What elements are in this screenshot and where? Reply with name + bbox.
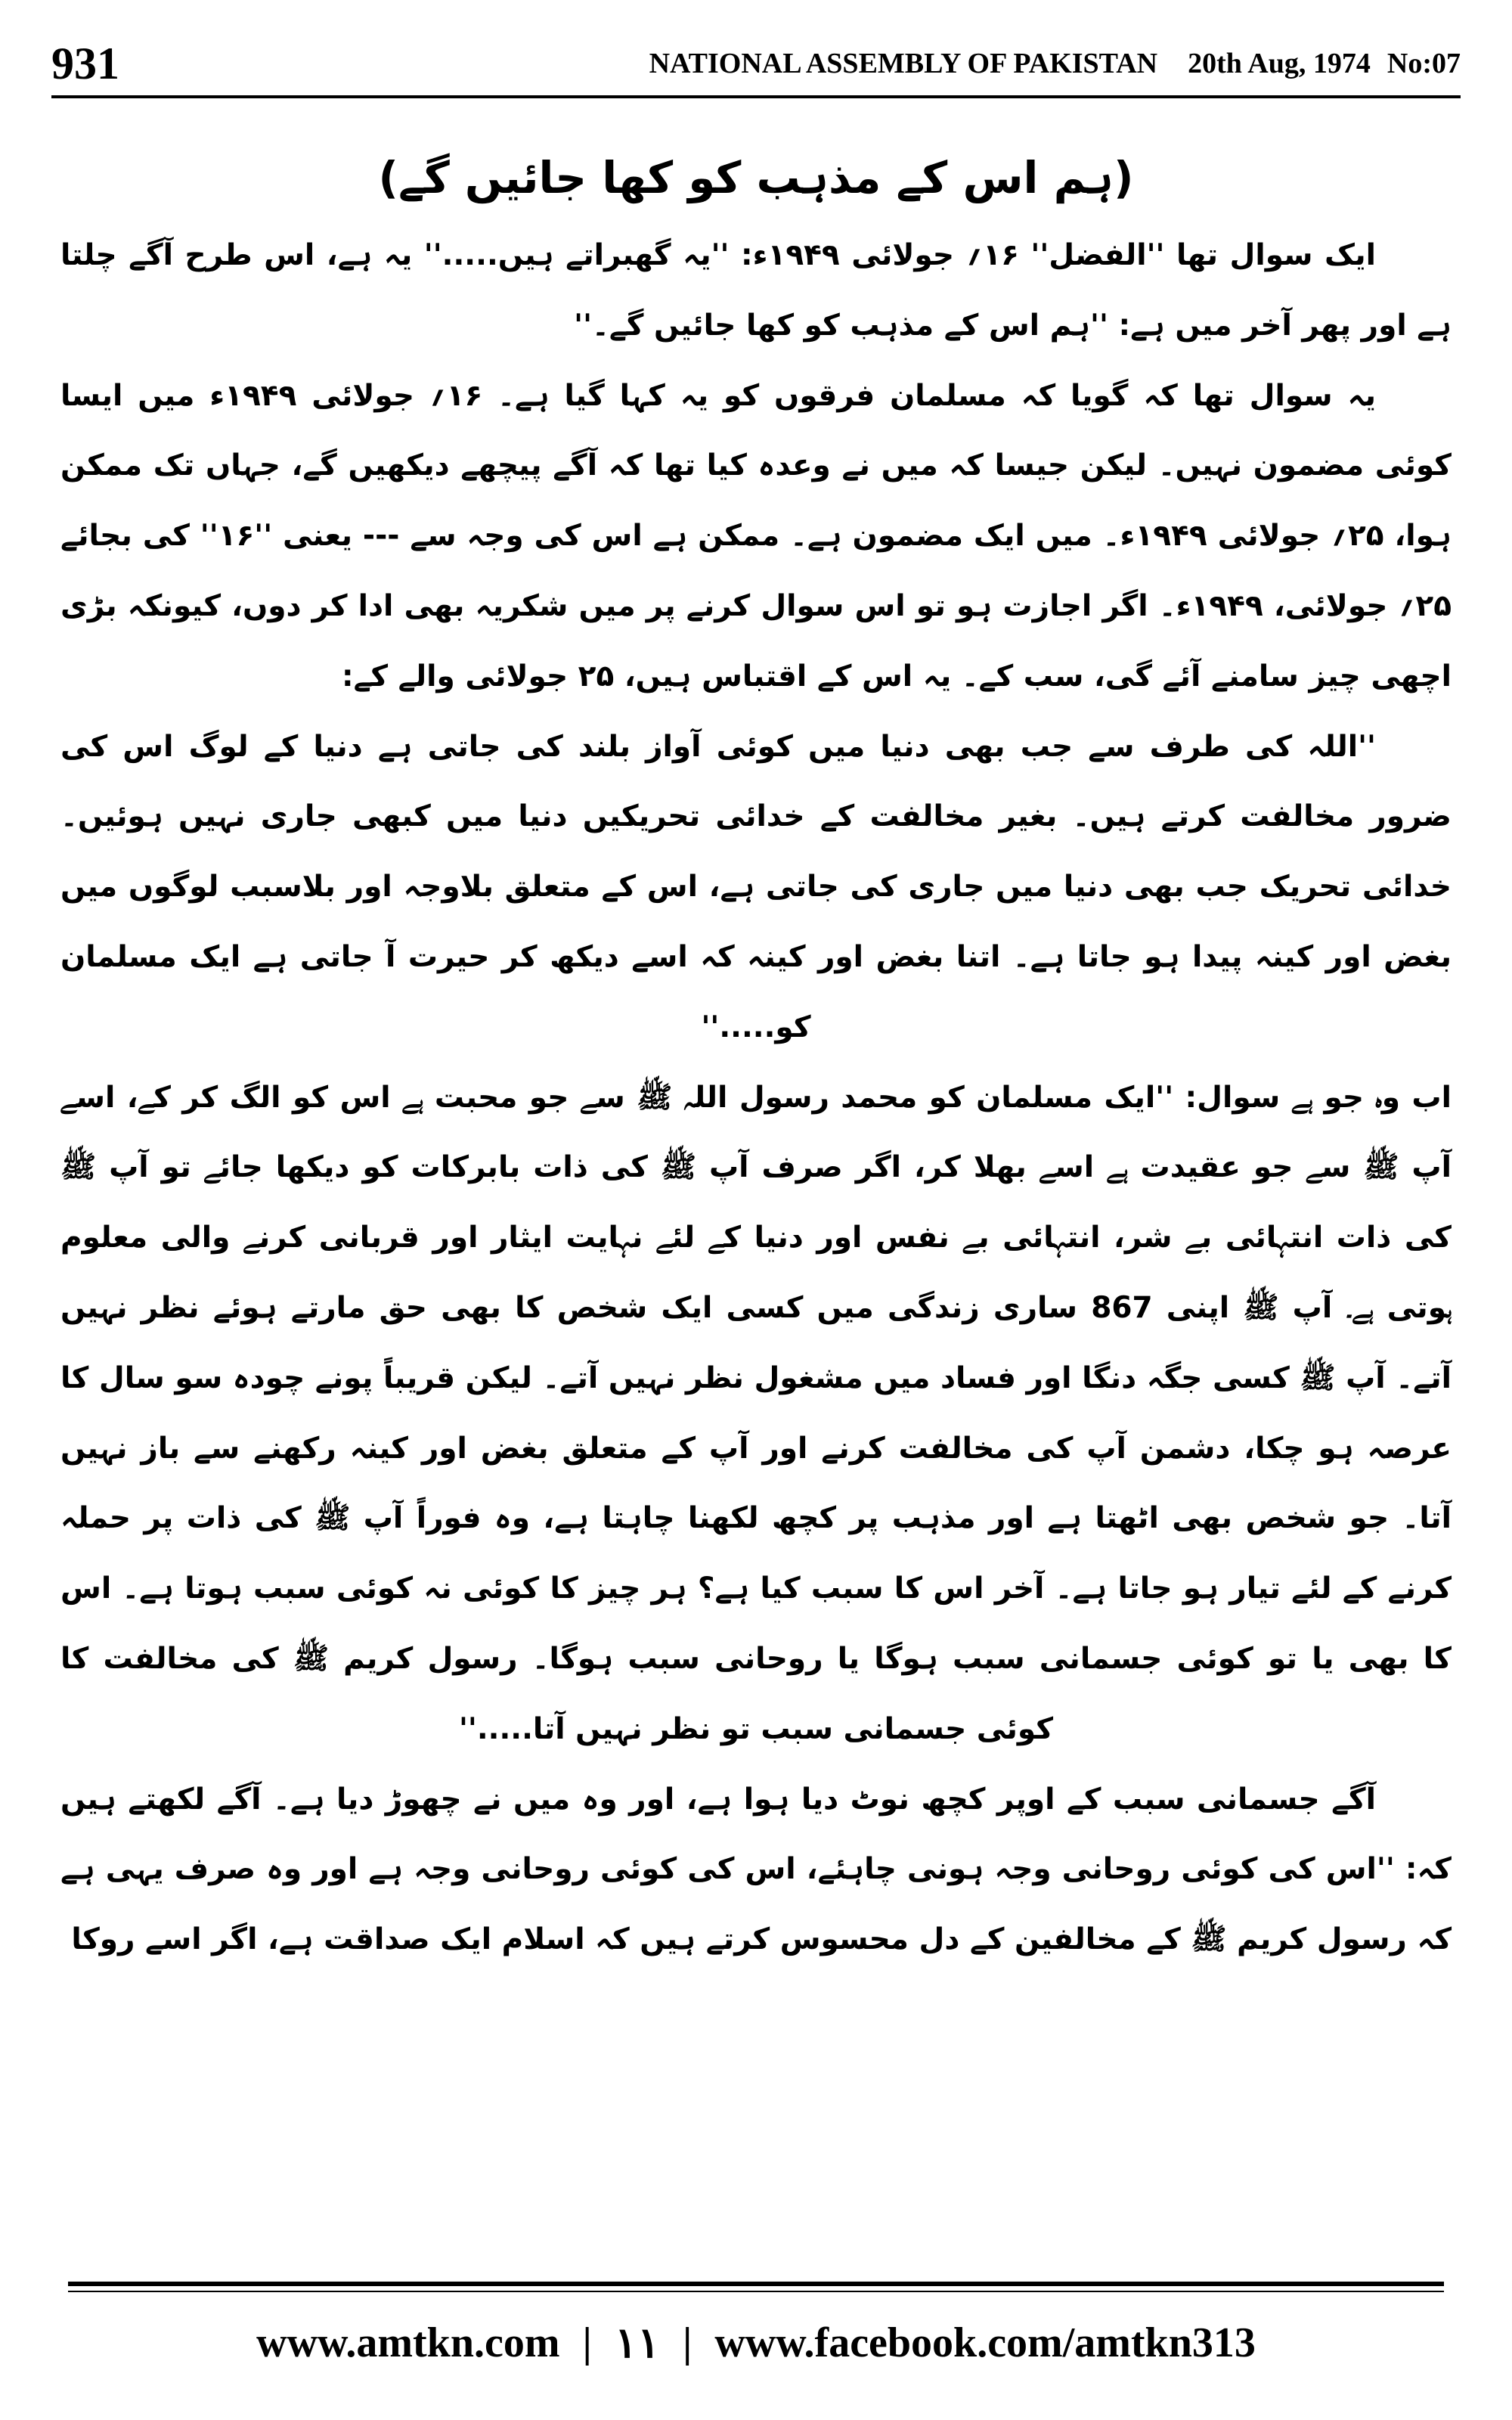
footer-separator-left: | — [582, 2319, 592, 2366]
paragraph-4: اب وہ جو ہے سوال: ''ایک مسلمان کو محمد رسول اللہ ﷺ سے جو محبت ہے اس کو الگ کر کے، اسے آپ ﷺ سے جو عقیدت ہے اسے بھلا کر، اگر صرف آپ ﷺ کی ذات بابرکات کو دیکھا جائے تو آپ ﷺ کی ذات انتہائی بے شر، انتہائی بے نفس اور دنیا کے لئے نہایت ایثار اور قربانی کرنے والی معلوم ہوتی ہے۔ آپ ﷺ اپنی 867 ساری زندگی میں کسی ایک شخص کا بھی حق مارتے ہوئے نظر نہیں آتے۔ آپ ﷺ کسی جگہ دنگا اور فساد میں مشغول نظر نہیں آتے۔ لیکن قریباً پونے چودہ سو سال کا عرصہ ہو چکا، دشمن آپ کی مخالفت کرنے اور آپ کے متعلق بغض اور کینہ رکھنے سے باز نہیں آتا۔ جو شخص بھی اٹھتا ہے اور مذہب پر کچھ لکھنا چاہتا ہے، وہ فوراً آپ ﷺ کی ذات پر حملہ کرنے کے لئے تیار ہو جاتا ہے۔ آخر اس کا سبب کیا ہے؟ ہر چیز کا کوئی نہ کوئی سبب ہوتا ہے۔ اس کا بھی یا تو کوئی جسمانی سبب ہوگا یا روحانی سبب ہوگا۔ رسول کریم ﷺ کی مخالفت کا کوئی جسمانی سبب تو نظر نہیں آتا.....'' — [60, 1080, 1452, 1746]
footer-rule-thin — [68, 2291, 1444, 2292]
footer-rule-thick — [68, 2282, 1444, 2286]
footer-separator-right: | — [682, 2319, 692, 2366]
paragraph-2: یہ سوال تھا کہ گویا کہ مسلمان فرقوں کو یہ کہا گیا ہے۔ ۱۶؍ جولائی ۱۹۴۹ء میں ایسا کوئی مضمون نہیں۔ لیکن جیسا کہ میں نے وعدہ کیا تھا کہ آگے پیچھے دیکھیں گے، جہاں تک ممکن ہوا، ۲۵؍ جولائی ۱۹۴۹ء۔ میں ایک مضمون ہے۔ ممکن ہے اس کی وجہ سے --- یعنی ''۱۶'' کی بجائے ۲۵؍ جولائی، ۱۹۴۹ء۔ اگر اجازت ہو تو اس سوال کرنے پر میں شکریہ بھی ادا کر دوں، کیونکہ بڑی اچھی چیز سامنے آئے گی، سب کے۔ یہ اس کے اقتباس ہیں، ۲۵ جولائی والے کے: — [60, 378, 1452, 693]
page-header — [51, 33, 1461, 94]
facebook-link[interactable]: www.facebook.com/amtkn313 — [714, 2319, 1256, 2366]
section-heading: (ہم اس کے مذہب کو کھا جائیں گے) — [378, 152, 1134, 203]
quote-paragraph: ''اللہ کی طرف سے جب بھی دنیا میں کوئی آواز بلند کی جاتی ہے دنیا کے لوگ اس کی ضرور مخالفت کرتے ہیں۔ بغیر مخالفت کے خدائی تحریکیں دنیا میں کبھی جاری نہیں ہوئیں۔ خدائی تحریک جب بھی دنیا میں جاری کی جاتی ہے، اس کے متعلق بلاوجہ اور بلاسبب لوگوں میں بغض اور کینہ پیدا ہو جاتا ہے۔ اتنا بغض اور کینہ کہ اسے دیکھ کر حیرت آ جاتی ہے ایک مسلمان کو.....'' — [60, 729, 1452, 1044]
running-title — [619, 41, 1461, 86]
page-footer — [68, 2313, 1444, 2373]
website-link[interactable]: www.amtkn.com — [256, 2319, 560, 2366]
session-date: 20th Aug, 1974 — [1188, 48, 1371, 79]
page-number: 931 — [51, 39, 119, 88]
issue-number: No:07 — [1387, 48, 1461, 79]
paragraph-5: آگے جسمانی سبب کے اوپر کچھ نوٹ دیا ہوا ہے، اور وہ میں نے چھوڑ دیا ہے۔ آگے لکھتے ہیں کہ: ''اس کی کوئی روحانی وجہ ہونی چاہئے، اس کی کوئی روحانی وجہ ہے اور وہ صرف یہی ہے کہ رسول کریم ﷺ کے مخالفین کے دل محسوس کرتے ہیں کہ اسلام ایک صداقت ہے، اگر اسے روکا — [60, 1782, 1452, 1957]
footer-page-label: ۱۱ — [614, 2319, 660, 2367]
paragraph-1: ایک سوال تھا ''الفضل'' ۱۶؍ جولائی ۱۹۴۹ء: ''یہ گھبراتے ہیں.....'' یہ ہے، اس طرح آگے چلتا ہے اور پھر آخر میں ہے: ''ہم اس کے مذہب کو کھا جائیں گے۔'' — [60, 238, 1452, 343]
publication-title: NATIONAL ASSEMBLY OF PAKISTAN — [649, 48, 1158, 79]
main-text — [60, 136, 1452, 2246]
header-rule — [51, 95, 1461, 98]
